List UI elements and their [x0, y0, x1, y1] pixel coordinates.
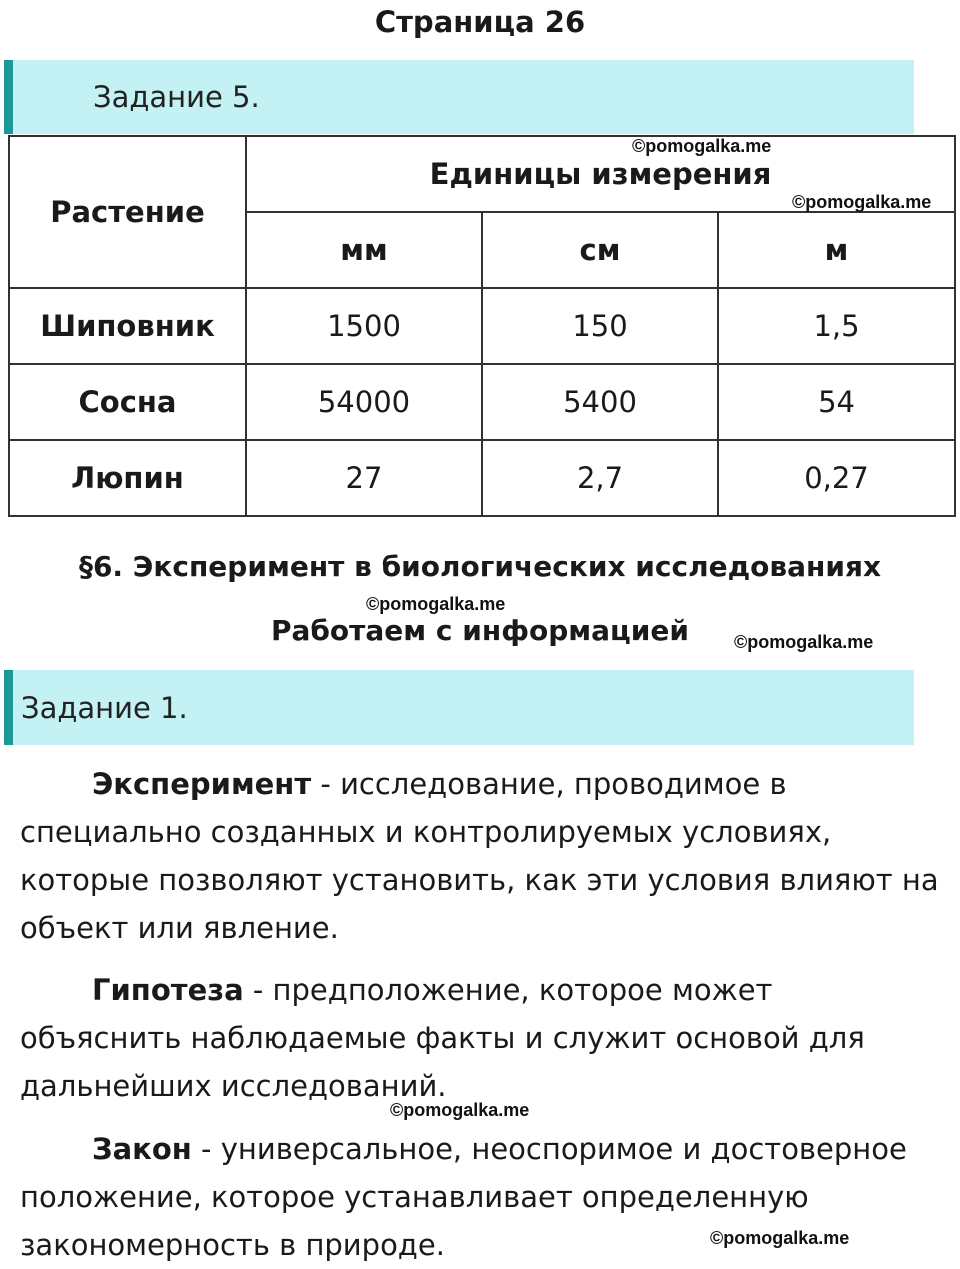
watermark: ©pomogalka.me: [366, 594, 506, 614]
definition-term: Гипотеза: [92, 973, 244, 1007]
plant-name: Шиповник: [9, 288, 246, 364]
table-row: [9, 288, 955, 364]
watermark: ©pomogalka.me: [734, 632, 874, 652]
value-cm: 150: [482, 288, 718, 364]
unit-col-mm: мм: [246, 212, 482, 288]
task-5-banner: [4, 60, 914, 134]
watermark: ©pomogalka.me: [390, 1100, 530, 1120]
definition-text: - универсальное, неоспоримое и достоверное положение, которое устанавливает определенную закономерность в природе.: [20, 1132, 907, 1262]
watermark: ©pomogalka.me: [710, 1228, 850, 1248]
value-mm: 54000: [246, 364, 482, 440]
value-cm: 2,7: [482, 440, 718, 516]
header-plant: Растение: [9, 136, 246, 288]
unit-col-cm: см: [482, 212, 718, 288]
table-row: [9, 440, 955, 516]
definition-experiment: [20, 760, 940, 952]
unit-col-m: м: [718, 212, 955, 288]
value-mm: 1500: [246, 288, 482, 364]
definition-text: - исследование, проводимое в специально созданных и контролируемых условиях, которые позволяют установить, как эти условия влияют на объект или явление.: [20, 767, 939, 945]
section-subtitle: Работаем с информацией: [270, 614, 690, 647]
page-title: Страница 26: [374, 5, 586, 39]
value-m: 0,27: [718, 440, 955, 516]
watermark: ©pomogalka.me: [632, 136, 772, 156]
value-cm: 5400: [482, 364, 718, 440]
task-5-label: Задание 5.: [93, 80, 260, 114]
definition-term: Эксперимент: [92, 767, 312, 801]
task-1-banner: [4, 670, 914, 745]
table-row: [9, 364, 955, 440]
value-m: 54: [718, 364, 955, 440]
header-units: Единицы измерения: [246, 136, 955, 212]
value-mm: 27: [246, 440, 482, 516]
task-1-label: Задание 1.: [21, 690, 188, 725]
plant-name: Сосна: [9, 364, 246, 440]
plant-name: Люпин: [9, 440, 246, 516]
definition-hypothesis: [20, 966, 940, 1110]
definition-term: Закон: [92, 1132, 192, 1166]
definition-text: - предположение, которое может объяснить наблюдаемые факты и служит основой для дальнейших исследований.: [20, 973, 865, 1103]
watermark: ©pomogalka.me: [792, 192, 932, 212]
value-m: 1,5: [718, 288, 955, 364]
section-title: §6. Эксперимент в биологических исследованиях: [78, 550, 882, 583]
